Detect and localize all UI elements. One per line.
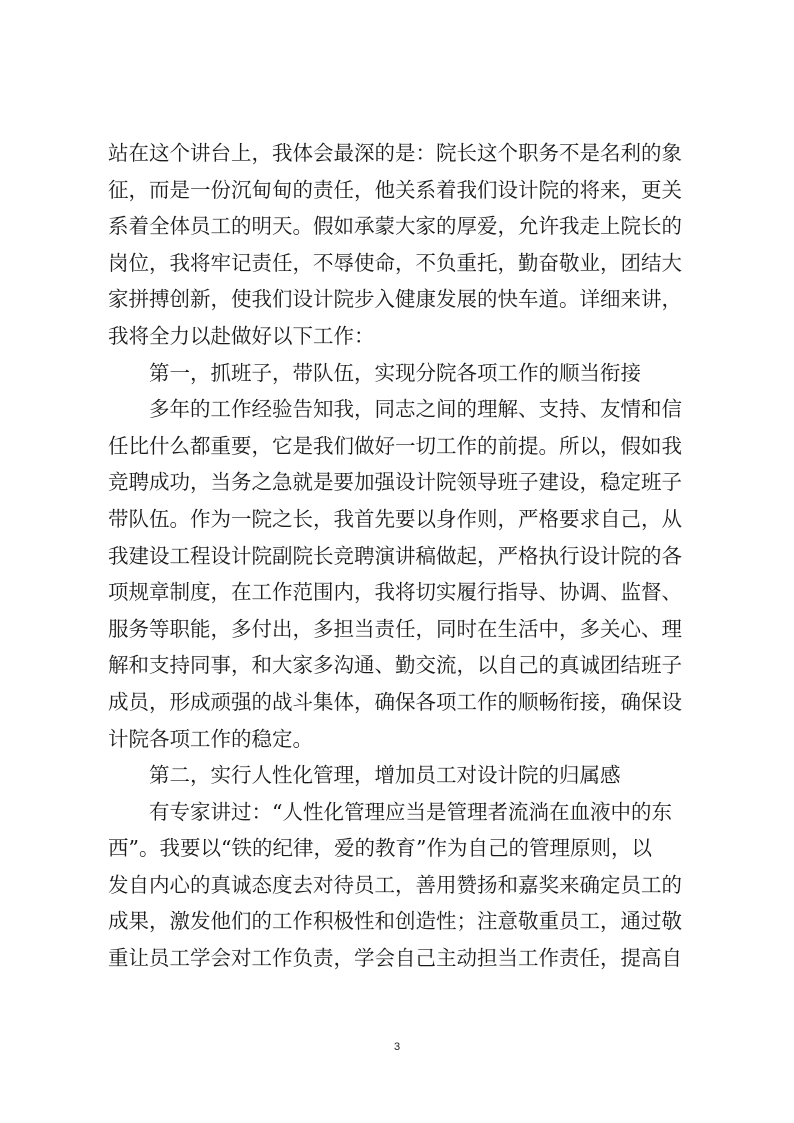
text-line: 我建设工程设计院副院长竞聘演讲稿做起，严格执行设计院的各 <box>108 543 682 568</box>
text-line: 家拼搏创新，使我们设计院步入健康发展的快车道。详细来讲， <box>108 287 682 312</box>
text-line: 西”。我要以“铁的纪律，爱的教育”作为自己的管理原则，以 <box>108 836 652 861</box>
text-line: 岗位，我将牢记责任，不辱使命，不负重托，勤奋敬业，团结大 <box>108 250 682 275</box>
text-line: 我将全力以赴做好以下工作： <box>108 323 375 348</box>
page-number: 3 <box>393 1041 401 1053</box>
section-heading-first: 第一，抓班子，带队伍，实现分院各项工作的顺当衔接 <box>149 360 641 385</box>
text-line: 站在这个讲台上，我体会最深的是：院长这个职务不是名利的象 <box>108 141 682 165</box>
text-line: 解和支持同事，和大家多沟通、勤交流，以自己的真诚团结班子 <box>108 653 682 678</box>
body-text <box>108 135 708 977</box>
text-line: 计院各项工作的稳定。 <box>108 726 313 751</box>
text-line: 多年的工作经验告知我，同志之间的理解、支持、友情和信 <box>149 397 682 422</box>
section-heading-second: 第二，实行人性化管理，增加员工对设计院的归属感 <box>149 763 621 788</box>
text-line: 有专家讲过：“人性化管理应当是管理者流淌在血液中的东 <box>149 799 672 824</box>
text-line: 成果，激发他们的工作积极性和创造性；注意敬重员工，通过敬 <box>108 909 682 934</box>
text-line: 竞聘成功，当务之急就是要加强设计院领导班子建设，稳定班子 <box>108 470 682 495</box>
text-line: 项规章制度，在工作范围内，我将切实履行指导、协调、监督、 <box>108 580 682 605</box>
text-line: 服务等职能，多付出，多担当责任，同时在生活中，多关心、理 <box>108 616 682 641</box>
text-line: 重让员工学会对工作负责，学会自己主动担当工作责任，提高自 <box>108 946 682 971</box>
text-line: 征，而是一份沉甸甸的责任，他关系着我们设计院的将来，更关 <box>108 177 682 202</box>
text-line: 任比什么都重要，它是我们做好一切工作的前提。所以，假如我 <box>108 433 682 458</box>
text-line: 系着全体员工的明天。假如承蒙大家的厚爱，允许我走上院长的 <box>108 214 682 239</box>
text-line: 带队伍。作为一院之长，我首先要以身作则，严格要求自己，从 <box>108 506 682 531</box>
text-line: 成员，形成顽强的战斗集体，确保各项工作的顺畅衔接，确保设 <box>108 689 682 714</box>
text-line: 发自内心的真诚态度去对待员工，善用赞扬和嘉奖来确定员工的 <box>108 872 682 897</box>
